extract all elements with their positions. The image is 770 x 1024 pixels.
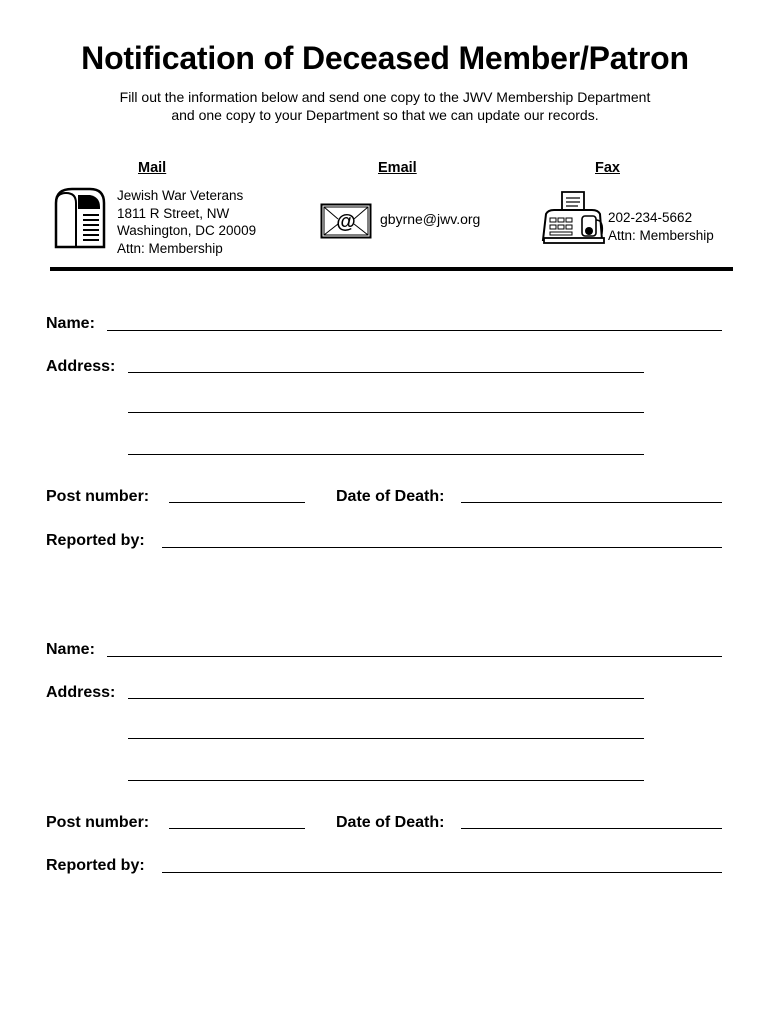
name-field[interactable] <box>107 656 722 657</box>
email-heading: Email <box>378 160 417 176</box>
reported-by-field[interactable] <box>162 547 722 548</box>
address-field-line-3[interactable] <box>128 780 644 781</box>
name-label: Name: <box>46 315 95 332</box>
address-label: Address: <box>46 684 116 701</box>
date-of-death-label: Date of Death: <box>336 488 445 505</box>
date-of-death-field[interactable] <box>461 828 722 829</box>
fax-number: 202-234-5662 <box>608 210 693 225</box>
date-of-death-field[interactable] <box>461 502 722 503</box>
address-label: Address: <box>46 358 116 375</box>
email-address: gbyrne@jwv.org <box>380 211 481 227</box>
instructions-line-2: and one copy to your Department so that we can update our records. <box>171 107 599 123</box>
name-field[interactable] <box>107 330 722 331</box>
mail-address-line: 1811 R Street, NW <box>117 205 230 221</box>
email-envelope-icon <box>320 203 372 239</box>
svg-text:@: @ <box>336 211 356 233</box>
address-field-line-2[interactable] <box>128 738 644 739</box>
address-field-line-1[interactable] <box>128 698 644 699</box>
mailbox-icon <box>50 185 108 249</box>
fax-details <box>608 209 714 244</box>
instructions-line-1: Fill out the information below and send one copy to the JWV Membership Department <box>119 89 651 105</box>
date-of-death-label: Date of Death: <box>336 814 445 831</box>
address-field-line-1[interactable] <box>128 372 644 373</box>
post-number-label: Post number: <box>46 814 150 831</box>
post-number-field[interactable] <box>169 828 305 829</box>
section-divider <box>50 267 733 271</box>
fax-attn: Attn: Membership <box>608 227 714 243</box>
reported-by-label: Reported by: <box>46 532 145 549</box>
instructions <box>0 88 770 124</box>
mail-heading: Mail <box>138 160 167 176</box>
reported-by-label: Reported by: <box>46 857 145 874</box>
name-label: Name: <box>46 641 95 658</box>
post-number-label: Post number: <box>46 488 150 505</box>
reported-by-field[interactable] <box>162 872 722 873</box>
fax-machine-icon <box>540 190 606 246</box>
mail-address <box>117 187 256 257</box>
post-number-field[interactable] <box>169 502 305 503</box>
address-field-line-2[interactable] <box>128 412 644 413</box>
mail-address-line: Attn: Membership <box>117 240 223 256</box>
mail-address-line: Jewish War Veterans <box>117 188 244 203</box>
fax-heading: Fax <box>595 160 620 176</box>
address-field-line-3[interactable] <box>128 454 644 455</box>
page-title: Notification of Deceased Member/Patron <box>81 40 689 76</box>
mail-address-line: Washington, DC 20009 <box>117 223 257 238</box>
